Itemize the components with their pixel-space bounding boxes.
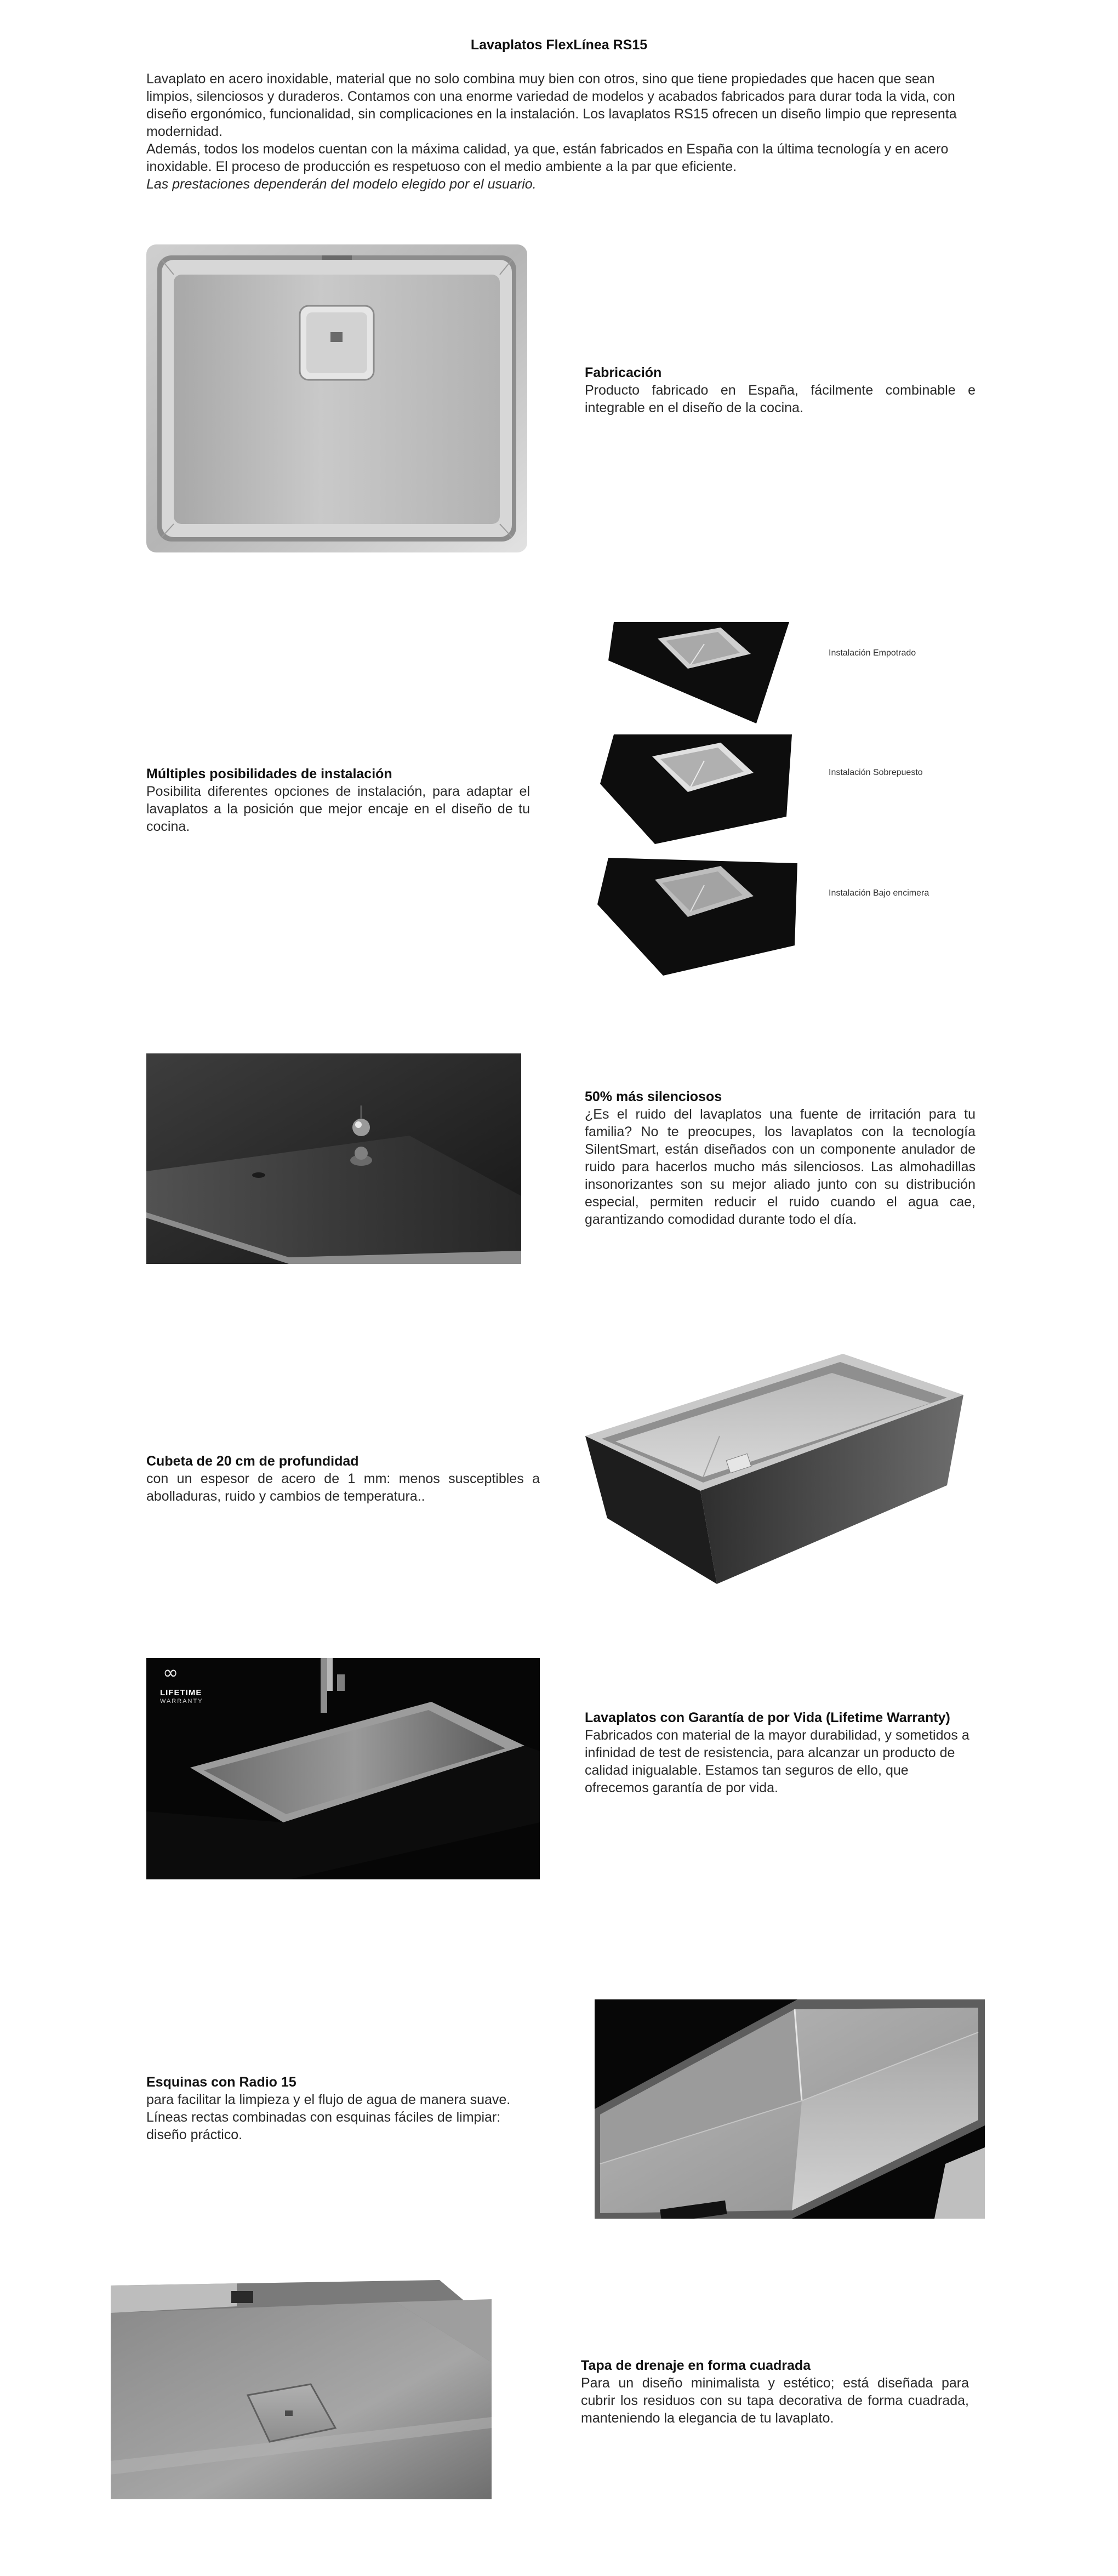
silenciosos-body: ¿Es el ruido del lavaplatos una fuente de irritación para tu familia? No te preocupes, los lavaplatos con la tecnología SilentSmart, están diseñados con un componente anulador de ruido para hacerlos mucho más silenciosos. Las almohadillas insonorizantes son su mejor aliado junto con su distribución especial, permiten reducir el ruido cuando el agua cae, garantizando comodidad durante todo el día. — [585, 1107, 976, 1227]
intro-paragraph-2: Además, todos los modelos cuentan con la máxima calidad, ya que, están fabricados en España con la última tecnología y en acero inoxidable. El proceso de producción es respetuoso con el medio ambiente a la par que eficiente. — [146, 141, 949, 174]
tapa-body: Para un diseño minimalista y estético; está diseñada para cubrir los residuos con su tapa decorativa de forma cuadrada, manteniendo la elegancia de tu lavaplato. — [581, 2375, 969, 2426]
section-instalacion — [146, 765, 530, 835]
garantia-heading: Lavaplatos con Garantía de por Vida (Lifetime Warranty) — [585, 1710, 950, 1725]
fabricacion-heading: Fabricación — [585, 365, 662, 380]
section-esquinas — [146, 2073, 537, 2144]
installation-undermount-image — [597, 858, 800, 976]
sink-top-view-image — [146, 244, 527, 552]
instalacion-body: Posibilita diferentes opciones de instalación, para adaptar el lavaplatos a la posición que mejor encaje en el diseño de tu cocina. — [146, 784, 530, 834]
section-silenciosos — [585, 1088, 976, 1228]
section-cubeta — [146, 1452, 540, 1505]
silenciosos-heading: 50% más silenciosos — [585, 1089, 722, 1104]
section-garantia — [585, 1709, 976, 1797]
caption-sobrepuesto: Instalación Sobrepuesto — [829, 768, 923, 777]
caption-bajo-encimera: Instalación Bajo encimera — [829, 888, 929, 898]
cubeta-heading: Cubeta de 20 cm de profundidad — [146, 1454, 359, 1469]
tapa-heading: Tapa de drenaje en forma cuadrada — [581, 2358, 811, 2373]
lifetime-warranty-image — [146, 1658, 540, 1879]
esquinas-body: para facilitar la limpieza y el flujo de agua de manera suave. Líneas rectas combinadas con esquinas fáciles de limpiar: diseño práctico. — [146, 2092, 511, 2142]
cubeta-body: con un espesor de acero de 1 mm: menos susceptibles a abolladuras, ruido y cambios de temperatura.. — [146, 1471, 540, 1504]
intro-text — [146, 70, 957, 193]
section-tapa — [581, 2357, 969, 2427]
svg-text:∞: ∞ — [163, 1662, 179, 1684]
warranty-badge-title: LIFETIME — [160, 1688, 202, 1697]
page-title: Lavaplatos FlexLínea RS15 — [470, 37, 648, 53]
installation-flush-image — [608, 622, 795, 723]
caption-empotrado: Instalación Empotrado — [829, 648, 916, 658]
intro-note: Las prestaciones dependerán del modelo elegido por el usuario. — [146, 176, 537, 192]
deep-basin-image — [585, 1354, 963, 1584]
square-drain-cover-image — [111, 2280, 492, 2499]
sink-corner-image — [595, 1999, 985, 2219]
instalacion-heading: Múltiples posibilidades de instalación — [146, 766, 392, 782]
fabricacion-body: Producto fabricado en España, fácilmente combinable e integrable en el diseño de la cocina. — [585, 383, 976, 415]
section-fabricacion — [585, 364, 976, 417]
installation-overmount-image — [600, 734, 795, 844]
esquinas-heading: Esquinas con Radio 15 — [146, 2075, 296, 2090]
warranty-badge-subtitle: WARRANTY — [160, 1698, 203, 1705]
intro-paragraph-1: Lavaplato en acero inoxidable, material que no solo combina muy bien con otros, sino que tiene propiedades que hacen que sean limpios, silenciosos y duraderos. Contamos con una enorme variedad de modelos y acabados fabricados para durar toda la vida, con diseño ergonómico, funcionalidad, sin complicaciones en la instalación. Los lavaplatos RS15 ofrecen un diseño limpio que representa modernidad. — [146, 71, 957, 139]
garantia-body: Fabricados con material de la mayor durabilidad, y sometidos a infinidad de test de resistencia, para alcanzar un producto de calidad inigualable. Estamos tan seguros de ello, que ofrecemos garantía de por vida. — [585, 1728, 969, 1796]
sink-water-drop-image — [146, 1053, 521, 1264]
